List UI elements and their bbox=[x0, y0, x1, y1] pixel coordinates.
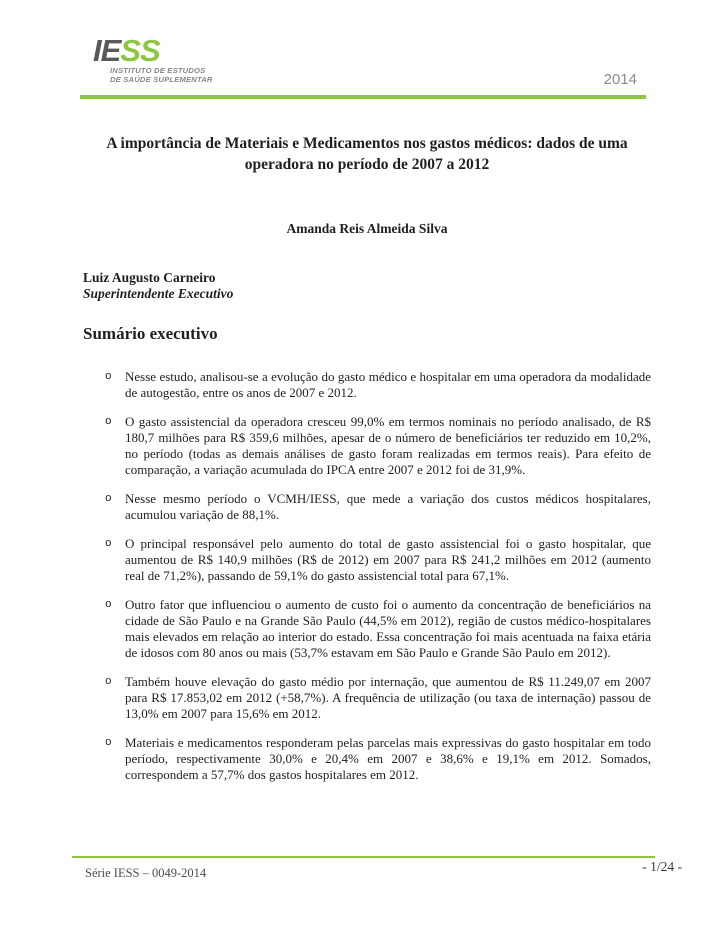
summary-bullet bbox=[105, 369, 651, 401]
iess-logo-wordmark bbox=[93, 33, 213, 68]
executive-name: Luiz Augusto Carneiro bbox=[83, 270, 216, 285]
bullet-marker: o bbox=[105, 737, 112, 749]
footer-page-number: - 1/24 - bbox=[642, 859, 682, 874]
iess-logo-subtitle-line1: INSTITUTO DE ESTUDOS bbox=[110, 66, 206, 75]
bullet-text: Nesse mesmo período o VCMH/IESS, que mede a variação dos custos médicos hospitalares, acumulou variação de 88,1%. bbox=[125, 491, 651, 522]
executive-summary-list bbox=[83, 369, 651, 783]
summary-bullet bbox=[105, 674, 651, 722]
executive-role: Superintendente Executivo bbox=[83, 286, 234, 301]
summary-bullet bbox=[105, 414, 651, 478]
summary-bullet bbox=[105, 536, 651, 584]
bullet-text: Nesse estudo, analisou-se a evolução do gasto médico e hospitalar em uma operadora da modalidade de autogestão, entre os anos de 2007 e 2012. bbox=[125, 369, 651, 400]
bullet-marker: o bbox=[105, 599, 112, 611]
summary-bullet bbox=[105, 597, 651, 661]
bullet-marker: o bbox=[105, 371, 112, 383]
iess-logo-subtitle-line2: DE SAÚDE SUPLEMENTAR bbox=[110, 75, 213, 84]
bullet-marker: o bbox=[105, 493, 112, 505]
footer-rule bbox=[72, 856, 655, 858]
footer-series-label: Série IESS – 0049-2014 bbox=[85, 866, 207, 880]
bullet-text: O gasto assistencial da operadora cresceu 99,0% em termos nominais no período analisado, de R$ 180,7 milhões para R$ 359,6 milhões, apesar de o número de beneficiários ter reduzido em 10,2%, no período (todas as demais análises de gasto foram realizadas em termos reais). Para efeito de comparação, a variação acumulada do IPCA entre 2007 e 2012 foi de 31,9%. bbox=[125, 414, 651, 477]
bullet-text: Também houve elevação do gasto médio por internação, que aumentou de R$ 11.249,07 em 2007 para R$ 17.853,02 em 2012 (+58,7%). A frequência de utilização (ou taxa de internação) passou de 13,0% em 2007 para 15,6% em 2012. bbox=[125, 674, 651, 721]
bullet-text: Materiais e medicamentos responderam pelas parcelas mais expressivas do gasto hospitalar em todo período, respectivamente 30,0% e 20,4% em 2007 e 38,6% e 19,1% em 2012. Somados, correspondem a 57,7% dos gastos hospitalares em 2012. bbox=[125, 735, 651, 782]
section-heading: Sumário executivo bbox=[83, 324, 218, 343]
iess-logo-dark-part: IE bbox=[93, 33, 121, 68]
bullet-marker: o bbox=[105, 416, 112, 428]
document-title: A importância de Materiais e Medicamentos nos gastos médicos: dados de uma operadora no período de 2007 a 2012 bbox=[106, 135, 628, 173]
bullet-marker: o bbox=[105, 676, 112, 688]
summary-bullet bbox=[105, 491, 651, 523]
summary-bullet bbox=[105, 735, 651, 783]
iess-logo bbox=[93, 33, 213, 84]
bullet-text: Outro fator que influenciou o aumento de custo foi o aumento da concentração de beneficiários na cidade de São Paulo e na Grande São Paulo (44,5% em 2012), região de custos médico-hospitalares mais elevados em relação ao interior do estado. Essa concentração foi mais acentuada na faixa etária de idosos com 80 anos ou mais (53,7% estavam em São Paulo e Grande São Paulo em 2012). bbox=[125, 597, 651, 660]
header-year: 2014 bbox=[603, 71, 637, 88]
author-name: Amanda Reis Almeida Silva bbox=[286, 221, 448, 236]
executive-block bbox=[83, 270, 651, 302]
header-rule bbox=[80, 95, 646, 99]
bullet-marker: o bbox=[105, 538, 112, 550]
document-body bbox=[83, 133, 651, 796]
bullet-text: O principal responsável pelo aumento do total de gasto assistencial foi o gasto hospitalar, que aumentou de R$ 140,9 milhões (R$ de 2012) em 2007 para R$ 241,2 milhões em 2012 (aumento real de 71,2%), passando de 59,1% do gasto assistencial total para 67,1%. bbox=[125, 536, 651, 583]
iess-logo-green-part: SS bbox=[120, 33, 160, 68]
